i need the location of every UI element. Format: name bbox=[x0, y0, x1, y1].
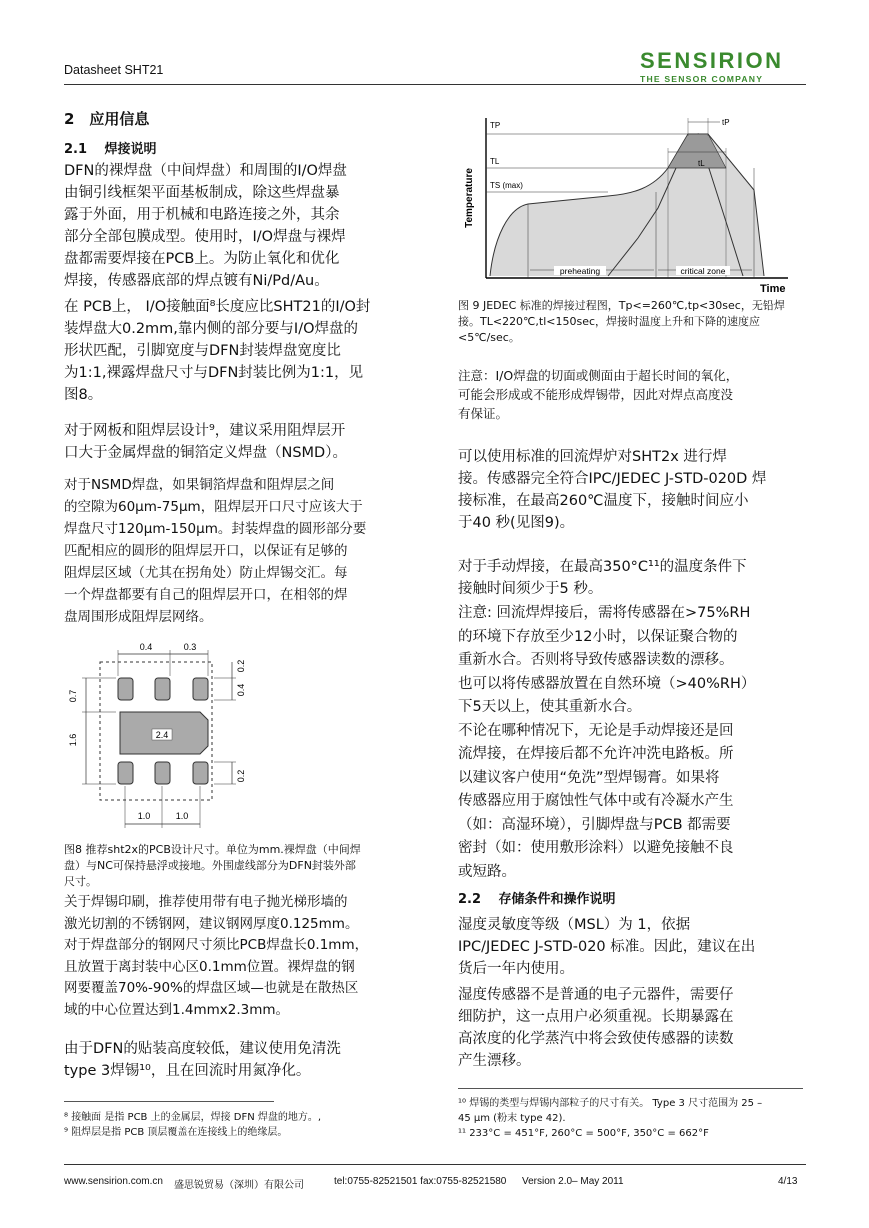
line: 焊盘尺寸120μm-150μm。封装焊盘的圆形部分要 bbox=[64, 521, 367, 537]
line: 有保证。 bbox=[458, 406, 509, 421]
line: 接。TL<220℃,tl<150sec，焊接时温度上升和下降的速度应 bbox=[458, 315, 761, 328]
footer-contact: tel:0755-82521501 fax:0755-82521580 bbox=[334, 1176, 507, 1187]
line: 对于手动焊接，在最高350°C¹¹的温度条件下 bbox=[458, 559, 747, 575]
footnote-11: ¹¹ 233°C = 451°F, 260°C = 500°F, 350°C = 662°F bbox=[458, 1128, 709, 1139]
preheating-label: preheating bbox=[559, 266, 601, 276]
right-paragraph-1 bbox=[458, 446, 803, 534]
left-paragraph-2 bbox=[64, 296, 414, 406]
pad-bottom-2 bbox=[155, 762, 170, 784]
line: 尺寸。 bbox=[64, 875, 97, 888]
line: 对于NSMD焊盘，如果铜箔焊盘和阻焊层之间 bbox=[64, 477, 335, 493]
line: type 3焊锡¹⁰，且在回流时用氮净化。 bbox=[64, 1063, 311, 1079]
left-paragraph-6 bbox=[64, 1038, 414, 1082]
left-paragraph-3 bbox=[64, 420, 414, 464]
line: <5℃/sec。 bbox=[458, 331, 520, 344]
footer-rule bbox=[64, 1164, 806, 1165]
line: 盘）与NC可保持悬浮或接地。外围虚线部分为DFN封装外部 bbox=[64, 859, 356, 872]
footnote-10: ¹⁰ 焊锡的类型与焊锡内部粒子的尺寸有关。 Type 3 尺寸范围为 25 – bbox=[458, 1098, 763, 1109]
line: 对于焊盘部分的钢网尺寸须比PCB焊盘长0.1mm， bbox=[64, 937, 369, 953]
profile-fill bbox=[490, 134, 764, 276]
dim-label: 0.4 bbox=[139, 642, 153, 652]
line: 细防护，这一点用户必须重视。长期暴露在 bbox=[458, 1009, 734, 1025]
sensirion-logo bbox=[640, 50, 810, 84]
footer-website[interactable]: www.sensirion.com.cn bbox=[64, 1176, 163, 1187]
tp-time-label: tP bbox=[722, 118, 730, 127]
dim-label: 0.7 bbox=[68, 689, 78, 703]
line: 激光切割的不锈钢网，建议钢网厚度0.125mm。 bbox=[64, 915, 359, 932]
peak-zone bbox=[668, 134, 726, 168]
figure-8-caption bbox=[64, 842, 409, 890]
line: 装焊盘大0.2mm,靠内侧的部分要与I/O焊盘的 bbox=[64, 321, 358, 337]
footnote-rule-left bbox=[64, 1101, 274, 1102]
line: 图8。 bbox=[64, 387, 103, 403]
line: 货后一年内使用。 bbox=[458, 961, 574, 977]
line: 于40 秒(见图9)。 bbox=[458, 515, 575, 531]
logo-wordmark: SENSIRION bbox=[640, 48, 784, 73]
line: 匹配相应的圆形的阻焊层开口，以保证有足够的 bbox=[64, 543, 348, 559]
line: 可以使用标准的回流焊炉对SHT2x 进行焊 bbox=[458, 449, 727, 465]
section-2-2-heading: 2.2 存储条件和操作说明 bbox=[458, 892, 616, 907]
line: 湿度灵敏度等级（MSL）为 1，依据 bbox=[458, 917, 691, 933]
line: 的环境下存放至少12小时，以保证聚合物的 bbox=[458, 628, 738, 645]
line: 下5天以上，使其重新水合。 bbox=[458, 699, 642, 715]
line: 部分全部包膜成型。使用时，I/O焊盘与裸焊 bbox=[64, 229, 346, 245]
line: 为1:1,裸露焊盘尺寸与DFN封装比例为1:1，见 bbox=[64, 365, 364, 381]
line: IPC/JEDEC J-STD-020 标准。因此，建议在出 bbox=[458, 939, 756, 955]
logo-tagline: THE SENSOR COMPANY bbox=[640, 74, 764, 84]
dim-label: 1.0 bbox=[137, 811, 151, 821]
dim-label: 0.3 bbox=[183, 642, 197, 652]
dim-label: 0.2 bbox=[236, 659, 246, 673]
line: 焊接，传感器底部的焊点镀有Ni/Pd/Au。 bbox=[64, 273, 329, 289]
line: 盘周围形成阻焊层网络。 bbox=[64, 609, 213, 625]
line: 接标准，在最高260℃温度下，接触时间应小 bbox=[458, 493, 749, 509]
footnote-10-cont: 45 μm (粉末 type 42). bbox=[458, 1113, 566, 1124]
dim-label: 0.4 bbox=[236, 683, 246, 697]
section-2-heading: 2 应用信息 bbox=[64, 110, 150, 128]
right-paragraph-2 bbox=[458, 556, 803, 600]
left-paragraph-1 bbox=[64, 160, 414, 292]
pad-top-3 bbox=[193, 678, 208, 700]
ts-label: TS (max) bbox=[490, 181, 523, 190]
line: 注意: 回流焊焊接后，需将传感器在>75%RH bbox=[458, 605, 751, 621]
line: 注意：I/O焊盘的切面或侧面由于超长时间的氧化， bbox=[458, 368, 739, 383]
line: 高浓度的化学蒸汽中将会致使传感器的读数 bbox=[458, 1031, 734, 1047]
footnote-8: ⁸ 接触面 是指 PCB 上的金属层，焊接 DFN 焊盘的地方。, bbox=[64, 1112, 322, 1123]
line: DFN的裸焊盘（中间焊盘）和周围的I/O焊盘 bbox=[64, 163, 347, 179]
line: 关于焊锡印刷，推荐使用带有电子抛光梯形墙的 bbox=[64, 894, 348, 910]
line: 图 9 JEDEC 标准的焊接过程图，Tp<=260℃,tp<30sec，无铅焊 bbox=[458, 299, 785, 312]
tp-label: TP bbox=[490, 121, 501, 130]
left-paragraph-5 bbox=[64, 892, 414, 1021]
line: 图8 推荐sht2x的PCB设计尺寸。单位为mm.裸焊盘（中间焊 bbox=[64, 843, 361, 856]
right-paragraph-3 bbox=[458, 602, 803, 884]
pad-top-2 bbox=[155, 678, 170, 700]
line: 可能会形成或不能形成焊锡带，因此对焊点高度没 bbox=[458, 387, 734, 402]
dim-label: 2.4 bbox=[155, 730, 169, 740]
line: 对于网板和阻焊层设计⁹，建议采用阻焊层开 bbox=[64, 423, 346, 439]
line: 阻焊层区域（尤其在拐角处）防止焊锡交汇。每 bbox=[64, 565, 348, 581]
pad-bottom-1 bbox=[118, 762, 133, 784]
line: 以建议客户使用“免洗”型焊锡膏。如果将 bbox=[458, 769, 720, 786]
tl-time-label: tL bbox=[698, 159, 705, 168]
x-axis-label: Time bbox=[760, 283, 786, 295]
line: 密封（如：使用敷形涂料）以避免接触不良 bbox=[458, 840, 734, 856]
line: 由铜引线框架平面基板制成，除这些焊盘暴 bbox=[64, 185, 340, 201]
line: 湿度传感器不是普通的电子元器件，需要仔 bbox=[458, 987, 734, 1003]
header-rule bbox=[64, 84, 806, 85]
tl-label: TL bbox=[490, 157, 500, 166]
pcb-footprint-figure bbox=[64, 636, 264, 836]
line: 流焊接，在焊接后都不允许冲洗电路板。所 bbox=[458, 746, 734, 762]
dim-label: 1.6 bbox=[68, 733, 78, 747]
line: 重新水合。否则将导致传感器读数的漂移。 bbox=[458, 652, 734, 668]
line: 一个焊盘都要有自己的阻焊层开口，在相邻的焊 bbox=[64, 587, 348, 603]
line: 且放置于离封装中心区0.1mm位置。裸焊盘的钢 bbox=[64, 958, 355, 975]
footnote-rule-right bbox=[458, 1088, 803, 1089]
dim-label: 0.2 bbox=[236, 769, 246, 783]
pad-bottom-3 bbox=[193, 762, 208, 784]
right-paragraph-4 bbox=[458, 914, 803, 980]
line: 网要覆盖70%-90%的焊盘区域—也就是在散热区 bbox=[64, 980, 359, 996]
line: 接。传感器完全符合IPC/JEDEC J-STD-020D 焊 bbox=[458, 471, 767, 487]
line: 不论在哪种情况下，无论是手动焊接还是回 bbox=[458, 722, 734, 739]
y-axis-label: Temperature bbox=[464, 168, 475, 228]
footer-company: 盛思锐贸易（深圳）有限公司 bbox=[174, 1180, 304, 1191]
line: 盘都需要焊接在PCB上。为防止氧化和优化 bbox=[64, 251, 340, 267]
page-number: 4/13 bbox=[778, 1176, 798, 1187]
line: 传感器应用于腐蚀性气体中或有冷凝水产生 bbox=[458, 793, 734, 809]
line: 在 PCB上， I/O接触面⁸长度应比SHT21的I/O封 bbox=[64, 299, 371, 315]
line: 由于DFN的贴装高度较低，建议使用免清洗 bbox=[64, 1041, 341, 1057]
line: 或短路。 bbox=[458, 863, 516, 880]
footnotes-right bbox=[458, 1096, 803, 1141]
figure-9-caption bbox=[458, 298, 803, 346]
line: （如：高湿环境），引脚焊盘与PCB 都需要 bbox=[458, 816, 731, 833]
line: 口大于金属焊盘的铜箔定义焊盘（NSMD）。 bbox=[64, 445, 347, 461]
line: 接触时间须少于5 秒。 bbox=[458, 581, 603, 597]
section-2-1-heading: 2.1 焊接说明 bbox=[64, 142, 157, 157]
critical-zone-label: critical zone bbox=[680, 266, 726, 276]
line: 形状匹配，引脚宽度与DFN封装焊盘宽度比 bbox=[64, 343, 341, 359]
line: 产生漂移。 bbox=[458, 1053, 531, 1069]
line: 露于外面，用于机械和电路连接之外，其余 bbox=[64, 207, 340, 223]
pad-top-1 bbox=[118, 678, 133, 700]
footer-version: Version 2.0– May 2011 bbox=[522, 1176, 624, 1187]
document-title: Datasheet SHT21 bbox=[64, 63, 164, 77]
right-note-1 bbox=[458, 366, 803, 423]
footnotes-left bbox=[64, 1110, 414, 1140]
line: 也可以将传感器放置在自然环境（>40%RH） bbox=[458, 675, 756, 692]
reflow-profile-figure bbox=[458, 108, 803, 298]
line: 域的中心位置达到1.4mmx2.3mm。 bbox=[64, 1001, 290, 1018]
line: 的空隙为60μm-75μm，阻焊层开口尺寸应该大于 bbox=[64, 499, 363, 515]
right-paragraph-5 bbox=[458, 984, 803, 1072]
footnote-9: ⁹ 阻焊层是指 PCB 顶层覆盖在连接线上的绝缘层。 bbox=[64, 1127, 288, 1138]
dim-label: 1.0 bbox=[175, 811, 189, 821]
left-paragraph-4 bbox=[64, 474, 414, 628]
